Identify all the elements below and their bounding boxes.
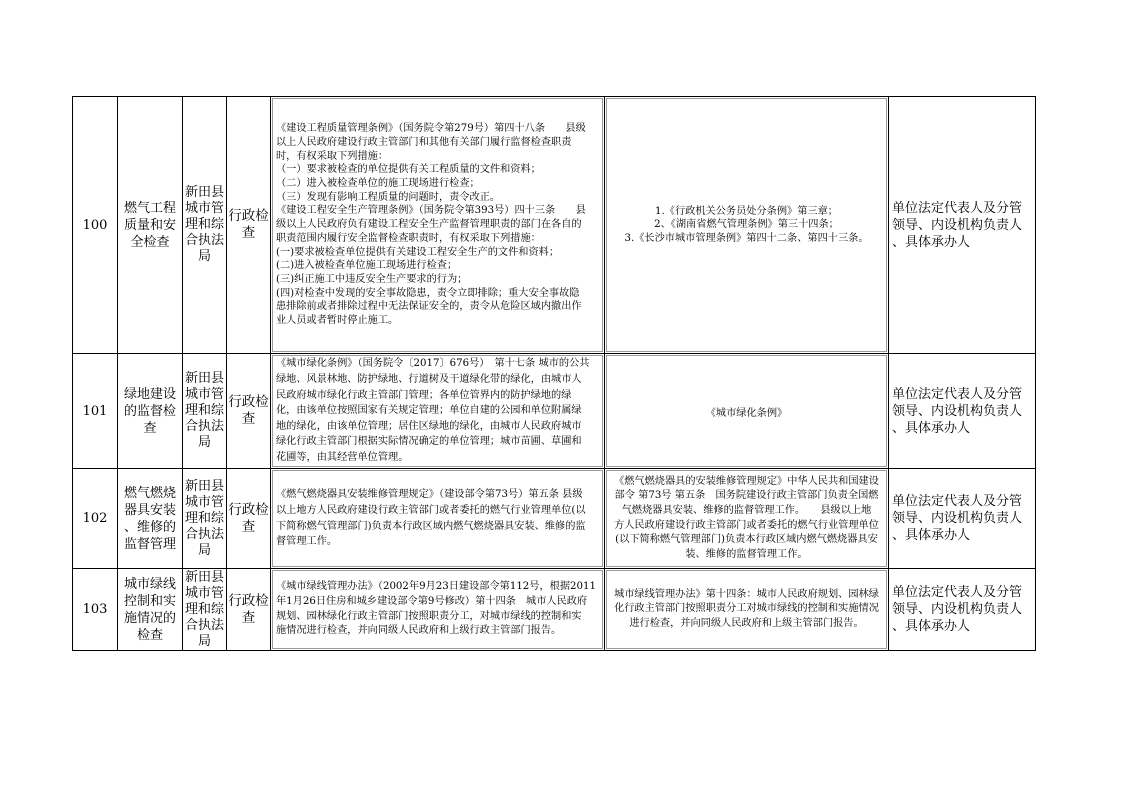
inspection-item-line: 质量和安 [123,217,176,233]
legal-basis-line: 化，由该单位按照国家有关规定管理；单位自建的公园和单位附属绿 [276,405,582,417]
accountability-basis-line: 装、维修的监督管理工作。 [685,548,808,560]
item-number-cell [73,97,118,354]
responsible-persons-line: 单位法定代表人及分管 [892,386,1023,402]
enforcement-department-line: 合执法 [184,419,224,434]
responsible-persons-line: 、具体承办人 [892,234,971,250]
table-body [73,97,1036,651]
responsible-persons-cell [889,469,1036,569]
legal-basis-line: 以上地方人民政府建设行政主管部门或者委托的燃气行业管理单位(以 [276,504,586,516]
enforcement-department-line: 理和综 [184,403,224,418]
responsible-persons-cell [889,569,1036,651]
inspection-item-line: 绿地建设 [123,386,176,402]
enforcement-department-line: 合执法 [184,617,224,633]
enforcement-department-line: 局 [197,435,211,450]
accountability-basis-line: 《燃气燃烧器具的安装维修管理规定》中华人民共和国建设 [614,475,879,487]
item-number-line: 102 [82,511,108,526]
legal-basis-line: 患排除前或者排除过程中无法保证安全的，责令从危险区域内撤出作 [276,301,582,313]
legal-basis-line: 民政府城市绿化行政主管部门管理；各单位管界内的防护绿地的绿 [276,389,572,401]
responsible-persons-line: 领导、内设机构负责人 [892,403,1023,419]
inspection-item-line: 器具安装 [123,502,176,518]
responsible-persons-line: 领导、内设机构负责人 [892,217,1023,233]
table-row [73,354,1036,469]
responsible-persons-line: 单位法定代表人及分管 [892,200,1023,216]
legal-basis-line: 年1月26日住房和城乡建设部令第9号修改）第十四条 城市人民政府 [276,595,588,607]
responsible-persons-line: 、具体承办人 [892,619,971,634]
accountability-basis-line: 化行政主管部门按照职责分工对城市绿线的控制和实施情况 [614,603,879,615]
enforcement-department-cell [183,354,227,469]
responsible-persons-line: 单位法定代表人及分管 [892,585,1023,600]
inspection-type-line: 查 [241,518,256,535]
legal-basis-line: 《城市绿化条例》（国务院令〔2017〕676号） 第十七条 城市的公共 [276,358,590,370]
legal-basis-line: 业人员或者暂时停止施工。 [276,315,399,327]
legal-basis-line: （三）发现有影响工程质量的问题时，责令改正。 [276,191,501,203]
accountability-basis-line: 1.《行政机关公务员处分条例》第三章； [655,205,838,217]
legal-basis-cell [271,569,605,651]
legal-basis-line: (三)纠正施工中违反安全生产要求的行为； [276,273,468,285]
enforcement-department-line: 新田县 [184,371,224,386]
accountability-basis-cell [605,354,889,469]
legal-basis-cell [271,469,605,569]
inspection-item-line: 、维修的 [123,519,176,535]
responsible-persons-line: 领导、内设机构负责人 [892,511,1023,526]
legal-basis-cell [271,97,605,354]
enforcement-department-cell [183,97,227,354]
legal-basis-line: 下简称燃气管理部门)负责本行政区域内燃气燃烧器具安装、维修的监 [276,520,586,532]
inspection-item-line: 控制和实 [123,593,176,609]
responsible-persons-line: 单位法定代表人及分管 [892,494,1023,509]
accountability-basis-line: 《城市绿化条例》 [705,407,788,419]
inspection-item-cell [118,469,183,569]
accountability-basis-line: 进行检查，并向同级人民政府和上级主管部门报告。 [629,617,864,629]
accountability-basis-cell [605,569,889,651]
inspection-type-line: 行政检 [228,501,269,518]
item-number-cell [73,569,118,651]
inspection-item-line: 城市绿线 [123,576,176,592]
item-number-line: 103 [82,602,108,617]
responsible-persons-line: 、具体承办人 [892,420,971,436]
legal-basis-line: 绿化行政主管部门根据实际情况确定的单位管理；城市苗圃、草圃和 [276,436,582,448]
responsible-persons-line: 领导、内设机构负责人 [892,602,1023,617]
table-row [73,469,1036,569]
legal-basis-line: 《燃气燃烧器具安装维修管理规定》（建设部令第73号）第五条 县级 [276,489,583,501]
enforcement-department-cell [183,469,227,569]
item-number-line: 100 [82,217,108,233]
legal-basis-line: （一）要求被检查的单位提供有关工程质量的文件和资料； [276,164,541,176]
legal-basis-line: 《建设工程质量管理条例》（国务院令第279号）第四十八条 县级 [276,123,586,135]
inspection-item-line: 查 [143,420,157,436]
inspection-type-line: 查 [241,225,256,241]
inspection-type-line: 行政检 [228,394,269,410]
responsible-persons-cell [889,97,1036,354]
responsible-persons-line: 、具体承办人 [892,528,971,543]
inspection-item-line: 检查 [136,627,163,643]
item-number-cell [73,354,118,469]
enforcement-department-line: 城市管 [184,585,224,601]
inspection-type-cell [227,469,271,569]
enforcement-department-line: 理和综 [184,510,224,526]
enforcement-department-line: 城市管 [184,387,224,402]
enforcement-department-cell [183,569,227,651]
inspection-type-line: 行政检 [228,592,269,609]
legal-basis-line: 级以上人民政府负有建设工程安全生产监督管理职责的部门在各自的 [276,219,582,231]
legal-basis-line: 以上人民政府建设行政主管部门和其他有关部门履行监督检查职责 [276,136,572,148]
accountability-basis-line: 2、《湖南省燃气管理条例》第三十四条； [654,219,839,231]
inspection-type-cell [227,569,271,651]
accountability-basis-line: 3.《长沙市城市管理条例》第四十二条、第四十三条。 [624,232,869,244]
enforcement-department-line: 新田县 [184,569,224,585]
enforcement-department-line: 城市管 [184,201,224,216]
accountability-basis-cell [605,469,889,569]
inspection-item-line: 全检查 [130,234,170,250]
accountability-basis-cell [605,97,889,354]
inspection-item-line: 燃气工程 [123,200,176,216]
accountability-basis-line: 部令 第73号 第五条 国务院建设行政主管部门负责全国燃 [614,490,879,502]
accountability-basis-line: (以下简称燃气管理部门)负责本行政区域内燃气燃烧器具安 [615,534,878,546]
inspection-type-line: 查 [241,609,256,626]
enforcement-department-line: 局 [197,633,211,649]
accountability-basis-line: 方人民政府建设行政主管部门或者委托的燃气行业管理单位 [614,519,879,531]
enforcement-department-line: 合执法 [184,526,224,542]
enforcement-department-line: 合执法 [184,233,224,248]
legal-basis-line: 《城市绿线管理办法》（2002年9月23日建设部令第112号，根据2011 [276,581,596,593]
enforcement-department-line: 局 [197,542,211,558]
enforcement-department-line: 城市管 [184,494,224,510]
legal-basis-line: 《建设工程安全生产管理条例》（国务院令第393号）四十三条 县 [276,205,586,217]
enforcement-department-line: 新田县 [184,478,224,494]
inspection-item-line: 的监督检 [123,403,176,419]
enforcement-department-line: 理和综 [184,601,224,617]
legal-basis-line: 职责范围内履行安全监督检查职责时，有权采取下列措施： [276,232,541,244]
inspection-item-line: 施情况的 [123,610,176,626]
inspection-type-line: 行政检 [228,208,269,224]
accountability-basis-line: 气燃烧器具安装、维修的监督管理工作。 县级以上地 [621,504,872,516]
enforcement-department-line: 新田县 [184,185,224,200]
legal-basis-line: (二)进入被检查单位施工现场进行检查； [276,260,458,272]
legal-basis-line: 施情况进行检查，并向同级人民政府和上级行政主管部门报告。 [276,625,562,637]
legal-basis-line: 规划、园林绿化行政主管部门按照职责分工，对城市绿线的控制和实 [276,610,582,622]
legal-basis-line: 时，有权采取下列措施： [276,150,389,162]
enforcement-department-line: 理和综 [184,217,224,232]
legal-basis-line: 花圃等，由其经营单位管理。 [276,451,409,463]
inspection-item-line: 监督管理 [123,536,176,552]
legal-basis-cell [271,354,605,469]
accountability-basis-line: 城市绿线管理办法》第十四条：城市人民政府规划、园林绿 [614,588,879,600]
responsible-persons-cell [889,354,1036,469]
item-number-line: 101 [82,403,108,419]
legal-basis-line: 督管理工作。 [276,536,338,548]
legal-basis-line: 绿地、风景林地、防护绿地、行道树及干道绿化带的绿化，由城市人 [276,374,582,386]
table-row [73,569,1036,651]
legal-basis-line: (一)要求被检查单位提供有关建设工程安全生产的文件和资料； [276,246,560,258]
inspection-item-cell [118,569,183,651]
table-row [73,97,1036,354]
enforcement-department-line: 局 [197,249,211,264]
inspection-items-table [72,96,1036,651]
item-number-cell [73,469,118,569]
inspection-item-line: 燃气燃烧 [123,485,176,501]
legal-basis-line: (四)对检查中发现的安全事故隐患，责令立即排除；重大安全事故隐 [276,287,580,299]
legal-basis-line: （二）进入被检查单位的施工现场进行检查； [276,178,480,190]
inspection-item-cell [118,354,183,469]
inspection-item-cell [118,97,183,354]
inspection-type-line: 查 [241,411,256,427]
inspection-type-cell [227,354,271,469]
inspection-type-cell [227,97,271,354]
legal-basis-line: 地的绿化，由该单位管理；居住区绿地的绿化，由城市人民政府城市 [276,420,582,432]
